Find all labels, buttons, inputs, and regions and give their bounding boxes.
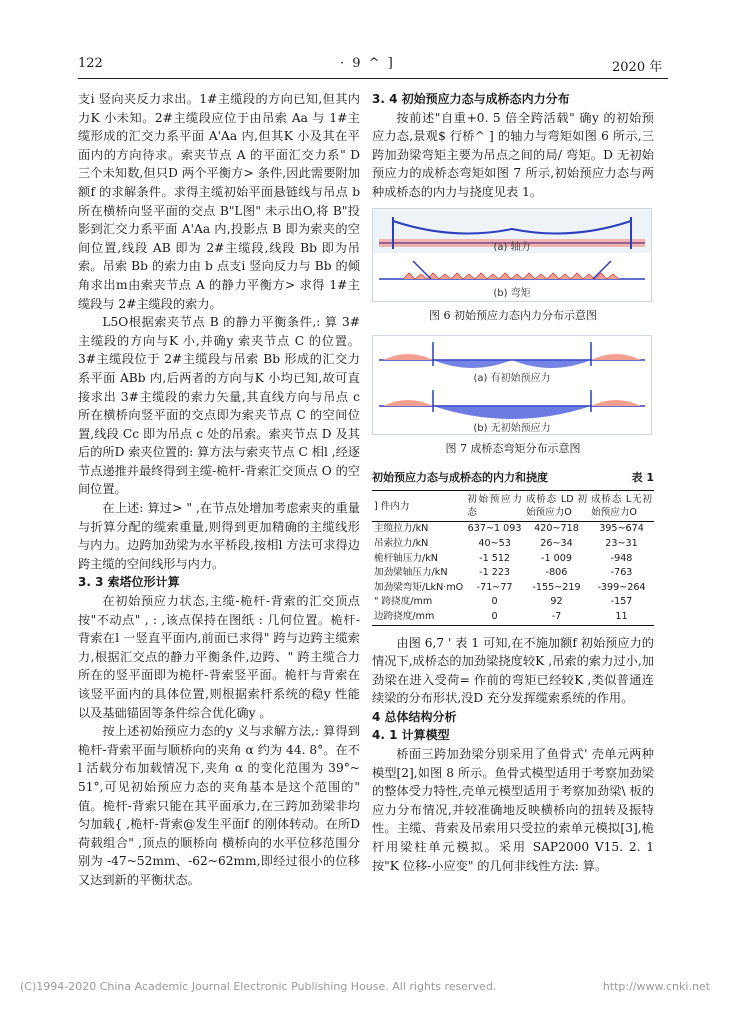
table-cell: -155~219	[532, 581, 581, 593]
table-header: 初始预应力态	[465, 491, 524, 522]
copyright-notice: (C)1994-2020 China Academic Journal Electronic Publishing House. All rights reserved.	[20, 980, 497, 993]
table-cell: 桅杆轴压力/kN	[374, 552, 438, 564]
page-number: 122	[78, 56, 103, 71]
table-row	[372, 537, 654, 552]
section-heading: 3. 4 初始预应力态与成桥态内力分布	[372, 92, 570, 106]
paragraph: 在初始预应力状态,主缆-桅杆-背索的汇交顶点按"不动点" , : ,该点保持在图纸 : 几何位置。桅杆-背索在l 一竖直平面内,前面已求得" 跨与边跨主缆索力,根据汇交点的静力平衡条件,边跨、" 跨主缆合力所在的竖平面即为桅杆-背索竖平面。桅杆与背索在该竖平面内的具体位置,则根据索杆系统的稳y 性能以及基础锚固等条件综合优化确y 。	[78, 594, 360, 720]
table-cell: 边跨挠度/mm	[372, 610, 465, 625]
figure-7a-label: (a) 有初始预应力	[473, 373, 551, 385]
table-cell: 40~53	[478, 537, 511, 549]
table-row	[372, 610, 654, 625]
table-1	[372, 490, 654, 625]
table-cell: 加劲梁弯矩/LkN·mO	[374, 581, 464, 593]
section-heading: 4 总体结构分析	[372, 709, 457, 724]
table-header: 成桥态 L无初始预应力O	[589, 491, 654, 522]
table-title: 初始预应力态与成桥态的内力和挠度	[372, 470, 548, 484]
paragraph: L5O根据索夹节点 B 的静力平衡条件,: 算 3#主缆段的方向与K 小,并确y 索夹节点 C 的位置。3#主缆段位于 2#主缆段与吊索 Bb 形成的汇交力系平面 ABb 内,后两者的方向与K 小均已知,故可直接求出 3#主缆段的索力矢量,其直线方向与吊点 c 所在横桥向竖平面的交点即为索夹节点 C 的空间位置,线段 Cc 即为吊点 c 处的吊索。索夹节点 D 及其后的所D 索夹位置的: 算方法与索夹节点 C 相l ,经逐节点递推并最终得到主缆-桅杆-背索汇交顶点 O 的空间位置。	[78, 315, 360, 497]
paragraph: 由图 6,7 ' 表 1 可知,在不施加额f 初始预应力的情况下,成桥态的加劲梁挠度较K ,吊索的索力过小,加劲梁在进入受荷= 作前的弯矩已经较K ,类似普通连续梁的分布形状,没D 充分发挥缆索系统的作用。	[372, 635, 654, 706]
table-cell: " 跨挠度/mm	[374, 596, 433, 608]
table-row	[372, 595, 654, 610]
table-cell: -71~77	[476, 581, 513, 593]
table-cell: 加劲梁轴压力/kN	[374, 567, 448, 579]
figure-7-caption: 图 7 成桥态弯矩分布示意图	[445, 442, 581, 456]
figure-7	[372, 335, 652, 435]
table-header: ] 件内力	[372, 491, 465, 522]
footer-url[interactable]: http://www.cnki.net	[602, 980, 710, 993]
table-cell: -399~264	[597, 581, 646, 593]
table-cell: 11	[589, 610, 654, 625]
table-cell: -7	[524, 610, 589, 625]
section-heading: 3. 3 索塔位形计算	[78, 575, 180, 590]
section-heading: 4. 1 计算模型	[372, 728, 450, 743]
paragraph: 桥面三跨加劲梁分别采用了鱼骨式' 壳单元两种模型[2],如图 8 所示。鱼骨式模型适用于考察加劲梁的整体受力特性,壳单元模型适用于考察加劲梁\ 板的应力分布情况,并较准确地反映横桥向的扭转及振特性。主缆、背索及吊索用只受拉的索单元模拟[3],桅杆用梁柱单元模拟。采用 SAP2000 V15. 2. 1 按"K 位移-小应变" 的几何非线性方法: 算。	[372, 747, 654, 873]
table-cell: -1 009	[541, 552, 572, 564]
figure-6	[372, 208, 652, 302]
table-row	[372, 581, 654, 596]
table-cell: 92	[550, 596, 563, 608]
figure-6-caption: 图 6 初始预应力态内力分布示意图	[429, 308, 597, 322]
table-cell: -763	[610, 567, 633, 579]
right-column	[372, 90, 654, 875]
paragraph: 在上述: 算过> " ,在节点处增加考虑索夹的重量与折算分配的缆索重量,则得到更加精确的主缆线形与内力。边跨加劲梁为水平桥段,按相l 方法可求得边跨主缆的空间线形与内力。	[78, 501, 360, 571]
table-cell: -806	[545, 567, 568, 579]
table-cell: 26~34	[540, 537, 573, 549]
table-cell: 420~718	[534, 523, 579, 535]
footer	[20, 980, 710, 993]
table-header: 成桥态 LD 初始预应力O	[524, 491, 589, 522]
year-header: 2020 年	[612, 60, 663, 75]
figure-7b-label: (b) 无初始预应力	[473, 423, 551, 435]
table-cell: -948	[610, 552, 633, 564]
table-row	[372, 522, 654, 537]
table-row	[372, 566, 654, 581]
paragraph: 支i 竖向夹反力求出。1#主缆段的方向已知,但其内力K 小未知。2#主缆段应位于由吊索 Aa 与 1#主缆形成的汇交力系平面 A'Aa 内,但其K 小及其在平面内的方向待求。索夹节点 A 的平面汇交力系" D 三个未知数,但只D 两个平衡方> 条件,因此需要附加额f 的求解条件。求得主缆初始平面悬链线与吊点 b 所在横桥向竖平面的交点 B"L图" 未示出O,将 B"投影到汇交力系平面 A'Aa 内,投影点 B 即为索夹的空间位置,线段 AB 即为 2#主缆段,线段 Bb 即为吊索。吊索 Bb 的索力由 b 点支i 竖向反力与 Bb 的倾角求出m由索夹节点 A 的静力平衡方> 求得 1#主缆段与 2#主缆段的索力。	[78, 92, 360, 311]
table-cell: 吊索拉力/kN	[374, 537, 429, 549]
figure-6a-label: (a) 轴力	[493, 241, 531, 253]
table-cell: 主缆拉力/kN	[374, 523, 429, 535]
paragraph: 按前述"自重+0. 5 倍全跨活载" 确y 的初始预应力态,景观$ 行桥^ ] 的轴力与弯矩如图 6 所示,三跨加劲梁弯矩主要为吊点之间的局/ 弯矩。D 无初始预应力的成桥态弯矩如图 7 所示,初始预应力态与两种成桥态的内力与挠度见表 1。	[372, 110, 654, 199]
table-caption	[372, 469, 654, 488]
table-cell: 395~674	[599, 523, 644, 535]
figure-6b-label: (b) 弯矩	[493, 287, 531, 299]
table-label: 表 1	[631, 470, 654, 484]
header-rule	[78, 78, 668, 79]
table-row	[372, 552, 654, 567]
paragraph: 按上述初始预应力态的y 义与求解方法,: 算得到桅杆-背索平面与顺桥向的夹角 α 约为 44. 8°。在不l 活载分布加载情况下,夹角 α 的变化范围为 39°~ 51°,可见初始预应力态的夹角基本是这个范围的" 值。桅杆-背索只能在其平面承力,在三跨加劲梁非均匀加载{ ,桅杆-背索@发生平面f 的刚体转动。在所D 荷载组合" ,顶点的顺桥向 横桥向的水平位移范围分别为 -47~52mm、-62~62mm,即经过很小的位移又达到新的平衡状态。	[78, 724, 360, 887]
table-cell: -157	[610, 596, 633, 608]
left-column	[78, 90, 360, 890]
table-cell: 637~1 093	[467, 523, 522, 535]
journal-header: · 9 ^ ]	[340, 56, 395, 71]
table-cell: 0	[491, 596, 498, 608]
table-header-row	[372, 491, 654, 522]
table-cell: 23~31	[605, 537, 638, 549]
table-cell: 0	[465, 610, 524, 625]
table-cell: -1 223	[479, 567, 511, 579]
table-cell: -1 512	[479, 552, 511, 564]
